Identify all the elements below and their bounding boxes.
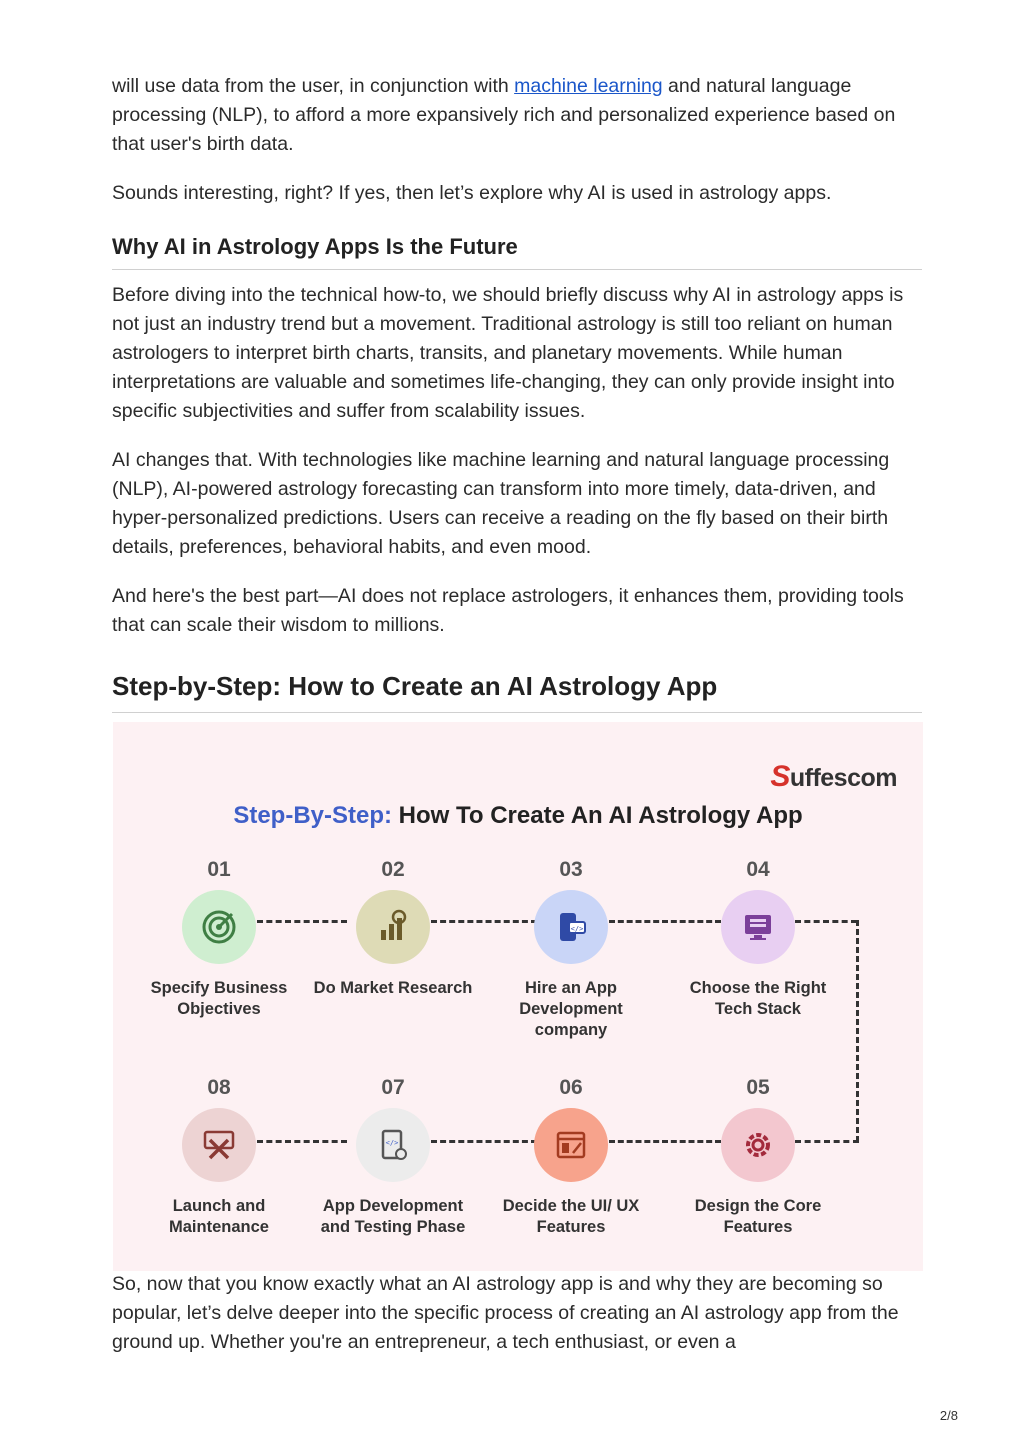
step-08: [129, 1076, 309, 1238]
step-label: Specify Business Objectives: [150, 979, 288, 1018]
before-diving-paragraph: Before diving into the technical how-to, we should briefly discuss why AI in astrology apps is not just an industry trend but a movement. Traditional astrology is still too reliant on human astrologers to interpret birth charts, transits, and planetary movements. While human interpretations are valuable and sometimes life-changing, they can only provide insight into specific subjectivities and suffer from scalability issues.: [112, 284, 904, 422]
step-number: 01: [207, 858, 231, 881]
page-number: 2/8: [939, 1408, 958, 1423]
step-03: [481, 858, 661, 1041]
intro-paragraph: [112, 72, 922, 159]
section-heading-why-ai: Why AI in Astrology Apps Is the Future: [112, 234, 922, 270]
section-heading-step-by-step: Step-by-Step: How to Create an AI Astrology App: [112, 671, 922, 713]
step-label: Design the Core Features: [694, 1197, 822, 1236]
gear-icon: [721, 1108, 795, 1182]
ai-changes-paragraph: AI changes that. With technologies like machine learning and natural language processing (NLP), AI-powered astrology forecasting can transform into more timely, data-driven, and hyper-personalized predictions. Users can receive a reading on the fly based on their birth details, preferences, behavioral habits, and even mood.: [112, 449, 890, 558]
step-label: Hire an App Development company: [519, 979, 623, 1039]
code-phone-icon: [534, 890, 608, 964]
step-06: [481, 1076, 661, 1238]
ui-layout-icon: [534, 1108, 608, 1182]
best-part-paragraph: And here's the best part—AI does not replace astrologers, it enhances them, providing tools that can scale their wisdom to millions.: [112, 585, 904, 636]
step-02: [303, 858, 483, 999]
step-04: [668, 858, 848, 1020]
target-icon: [182, 890, 256, 964]
code-testing-icon: [356, 1108, 430, 1182]
step-by-step-infographic: [113, 722, 923, 1271]
step-label: App Development and Testing Phase: [320, 1197, 466, 1236]
svg-text:</>: </>: [385, 1139, 399, 1147]
step-number: 03: [559, 858, 583, 881]
stack-monitor-icon: [721, 890, 795, 964]
sounds-interesting-paragraph: Sounds interesting, right? If yes, then let’s explore why AI is used in astrology apps.: [112, 182, 832, 204]
connector-vertical: [856, 920, 859, 1142]
step-07: [303, 1076, 483, 1238]
step-label: Do Market Research: [313, 979, 473, 997]
intro-text-after: and natural language processing (NLP), to afford a more expansively rich and personalized experience based on that user's birth data.: [112, 75, 896, 155]
step-label: Decide the UI/ UX Features: [502, 1197, 640, 1236]
svg-text:</>: </>: [570, 925, 584, 933]
step-number: 07: [381, 1076, 405, 1099]
suffescom-logo: Suffescom: [770, 760, 897, 793]
step-number: 06: [559, 1076, 583, 1099]
step-number: 08: [207, 1076, 231, 1099]
machine-learning-link[interactable]: machine learning: [514, 75, 663, 97]
step-number: 02: [381, 858, 405, 881]
infographic-title: Step-By-Step: How To Create An AI Astrology App: [233, 802, 803, 829]
step-01: [129, 858, 309, 1020]
step-number: 04: [746, 858, 770, 881]
chart-icon: [356, 890, 430, 964]
step-label: Choose the Right Tech Stack: [689, 979, 827, 1018]
step-05: [668, 1076, 848, 1238]
intro-text-before: will use data from the user, in conjunction with: [112, 75, 515, 97]
tools-icon: [182, 1108, 256, 1182]
step-label: Launch and Maintenance: [169, 1197, 269, 1236]
step-number: 05: [746, 1076, 770, 1099]
so-now-paragraph: So, now that you know exactly what an AI astrology app is and why they are becoming so popular, let’s delve deeper into the specific process of creating an AI astrology app from the ground up. Whether you're an entrepreneur, a tech enthusiast, or even a: [112, 1273, 899, 1353]
